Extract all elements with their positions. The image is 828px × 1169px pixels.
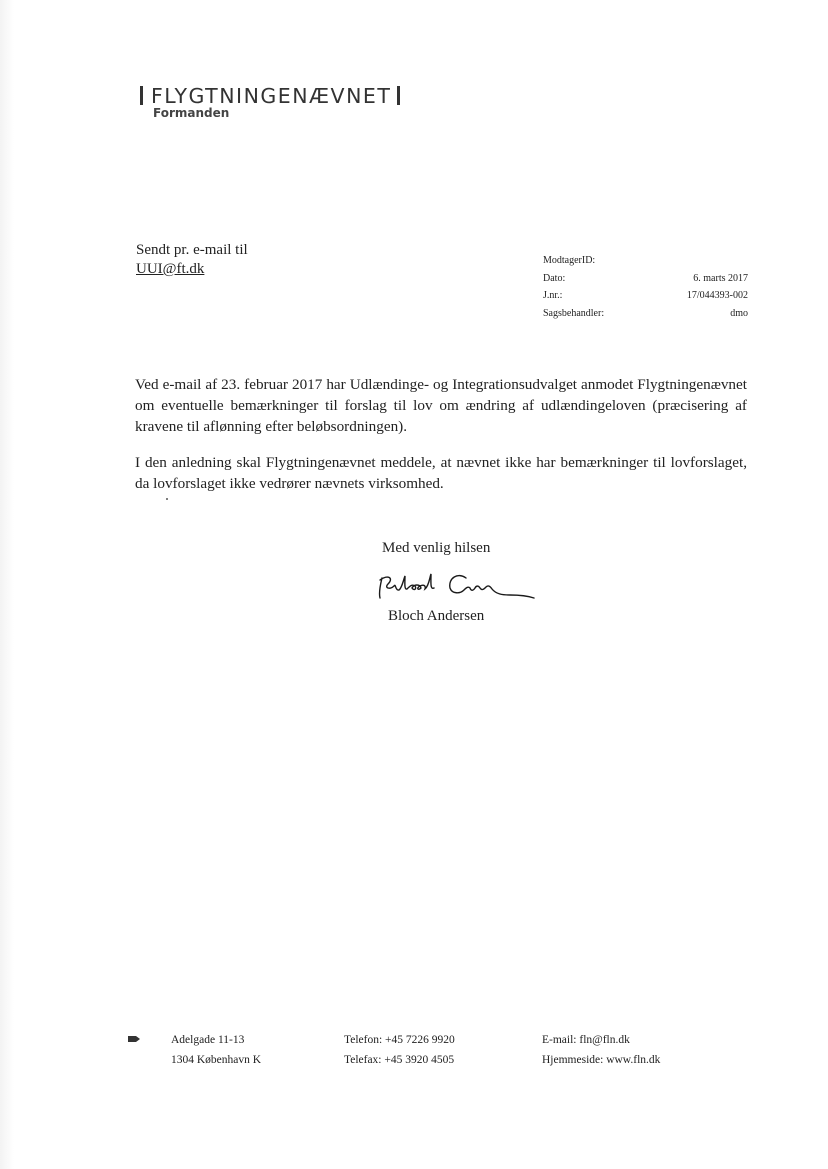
meta-value: 6. marts 2017 (693, 272, 748, 284)
signer-name: Bloch Andersen (388, 608, 485, 624)
body-paragraph-1: Ved e-mail af 23. februar 2017 har Udlændinge- og Integrationsudvalget anmodet Flygtningenævnet om eventuelle bemærkninger til forslag til lov om ændring af udlændingeloven (præcisering af kravene til aflønning efter beløbsordningen). (135, 376, 747, 435)
meta-value: dmo (730, 307, 748, 319)
meta-label: Dato: (543, 272, 566, 284)
organization-name: FLYGTNINGENÆVNET (151, 84, 392, 108)
meta-row-date (543, 273, 748, 291)
meta-value: 17/044393-002 (686, 290, 748, 301)
meta-label: ModtagerID: (543, 255, 596, 266)
body-paragraph-2: I den anledning skal Flygtningenævnet meddele, at nævnet ikke har bemærkninger til lovforslaget, da lovforslaget ikke vedrører nævnets virksomhed. (135, 454, 747, 492)
footer-contact-block (542, 1030, 660, 1070)
footer-email[interactable]: E-mail: fln@fln.dk (542, 1034, 630, 1046)
footer-city: 1304 København K (171, 1054, 262, 1066)
logo-bar-right (397, 86, 400, 105)
stray-mark (166, 498, 168, 500)
closing-greeting: Med venlig hilsen (382, 540, 491, 556)
arrow-marker-icon (128, 1035, 140, 1043)
footer-phone-block (344, 1030, 455, 1070)
meta-row-case-handler (543, 308, 748, 326)
handwritten-signature (374, 564, 539, 608)
recipient-email-link[interactable]: UUI@ft.dk (136, 261, 205, 277)
logo-bar-left (140, 86, 143, 105)
metadata-block (543, 255, 748, 325)
footer-phone: Telefon: +45 7226 9920 (344, 1034, 455, 1046)
letterhead-subtitle: Formanden (153, 106, 230, 120)
organization-logo (140, 84, 400, 108)
footer-fax: Telefax: +45 3920 4505 (344, 1054, 455, 1066)
meta-label: Sagsbehandler: (543, 307, 605, 319)
footer-address (171, 1030, 261, 1070)
scan-edge (0, 0, 14, 1169)
meta-row-recipient-id (543, 255, 748, 273)
footer-street: Adelgade 11-13 (171, 1034, 245, 1046)
sent-via-label: Sendt pr. e-mail til (136, 242, 248, 258)
meta-label: J.nr.: (543, 290, 563, 301)
footer-website[interactable]: Hjemmeside: www.fln.dk (542, 1054, 661, 1066)
meta-row-journal-number (543, 290, 748, 308)
